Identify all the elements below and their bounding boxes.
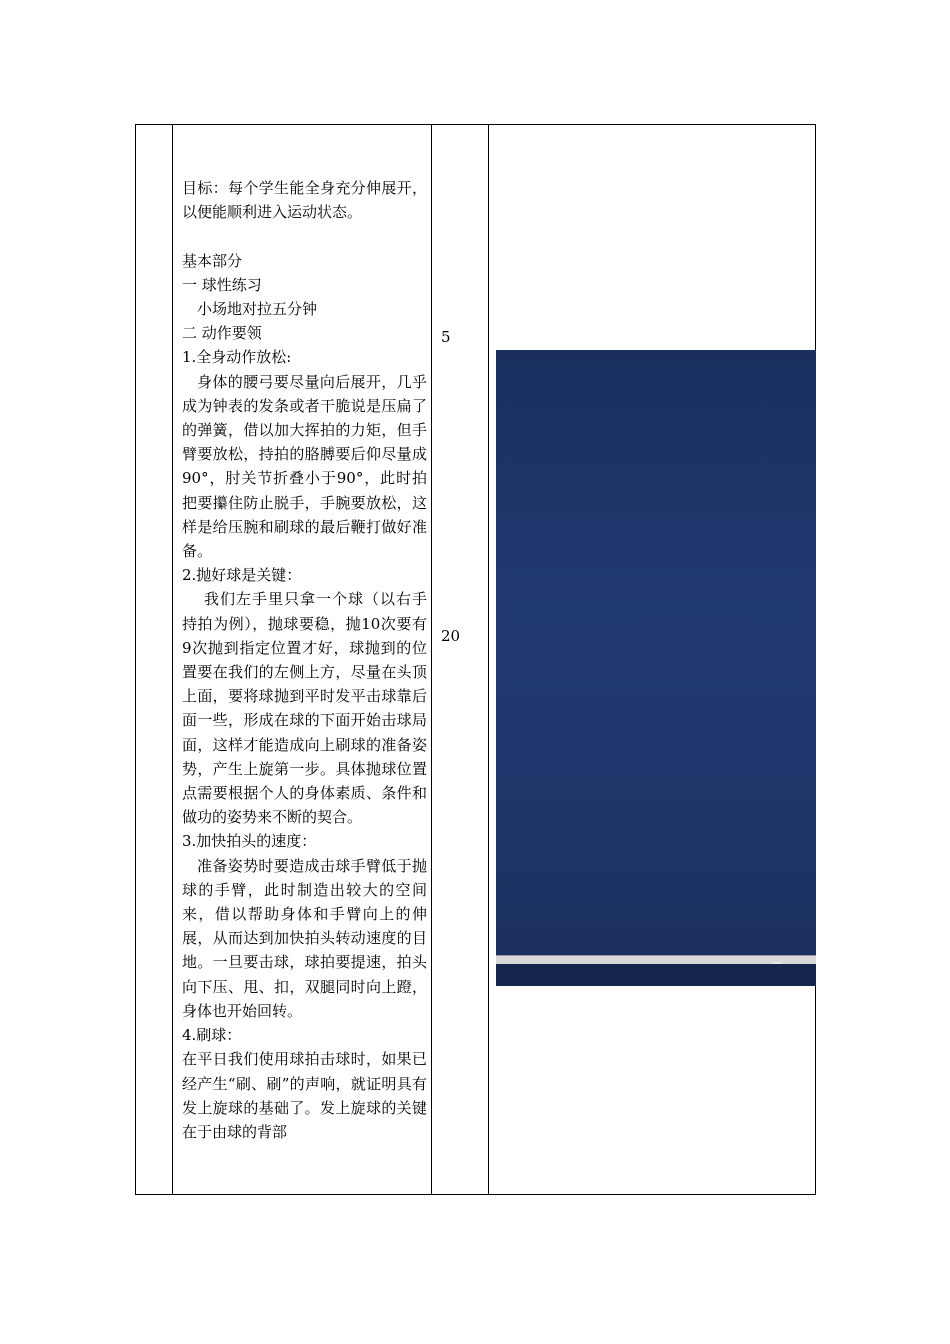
- part1-title: 一 球性练习: [182, 275, 262, 294]
- step4-text: 在平日我们使用球拍击球时，如果已经产生“刷、刷”的声响，就证明具有发上旋球的基础了。发上旋球的关键在于由球的背部: [182, 1050, 427, 1141]
- section-title: 基本部分: [182, 251, 243, 270]
- column-divider: [172, 125, 173, 1194]
- part2-title: 二 动作要领: [182, 324, 262, 343]
- minutes-warmup: 5: [441, 328, 451, 346]
- step2-title: 2.抛好球是关键：: [182, 566, 302, 585]
- lesson-content-cell: [182, 176, 427, 1144]
- step3-title: 3.加快拍头的速度：: [182, 832, 317, 851]
- step2-text: 我们左手里只拿一个球（以右手持拍为例），抛球要稳，抛10次要有9次抛到指定位置才好，球抛到的位置要在我们的左侧上方，尽量在头顶上面，要将球抛到平时发平击球靠后面一些，形成在球的下面开始击球局面，这样才能造成向上刷球的准备姿势，产生上旋第一步。具体抛球位置点需要根据个人的身体素质、条件和做功的姿势来不断的契合。: [182, 590, 427, 827]
- column-divider: [431, 125, 432, 1194]
- step4-title: 4.刷球：: [182, 1026, 242, 1045]
- demonstration-photo: [496, 350, 816, 986]
- minutes-main: 20: [441, 627, 461, 645]
- step1-title: 1.全身动作放松:: [182, 348, 292, 367]
- goal-text: 目标：每个学生能全身充分伸展开，以便能顺利进入运动状态。: [182, 179, 427, 222]
- photo-lower-edge: [496, 964, 816, 986]
- step3-text: 准备姿势时要造成击球手臂低于抛球的手臂，此时制造出较大的空间来，借以帮助身体和手臂向上的伸展，从而达到加快拍头转动速度的目地。一旦要击球，球拍要提速，拍头向下压、甩、扣，双腿同时向上蹬，身体也开始回转。: [182, 856, 427, 1020]
- part1-item: 小场地对拉五分钟: [197, 300, 318, 318]
- lesson-plan-table: [135, 124, 816, 1195]
- column-divider: [488, 125, 489, 1194]
- step1-text: 身体的腰弓要尽量向后展开，几乎成为钟表的发条或者干脆说是压扁了的弹簧，借以加大挥拍的力矩，但手臂要放松，持拍的胳膊要后仰尽量成90°，肘关节折叠小于90°，此时拍把要攥住防止脱手，手腕要放松，这样是给压腕和刷球的最后鞭打做好准备。: [182, 372, 427, 561]
